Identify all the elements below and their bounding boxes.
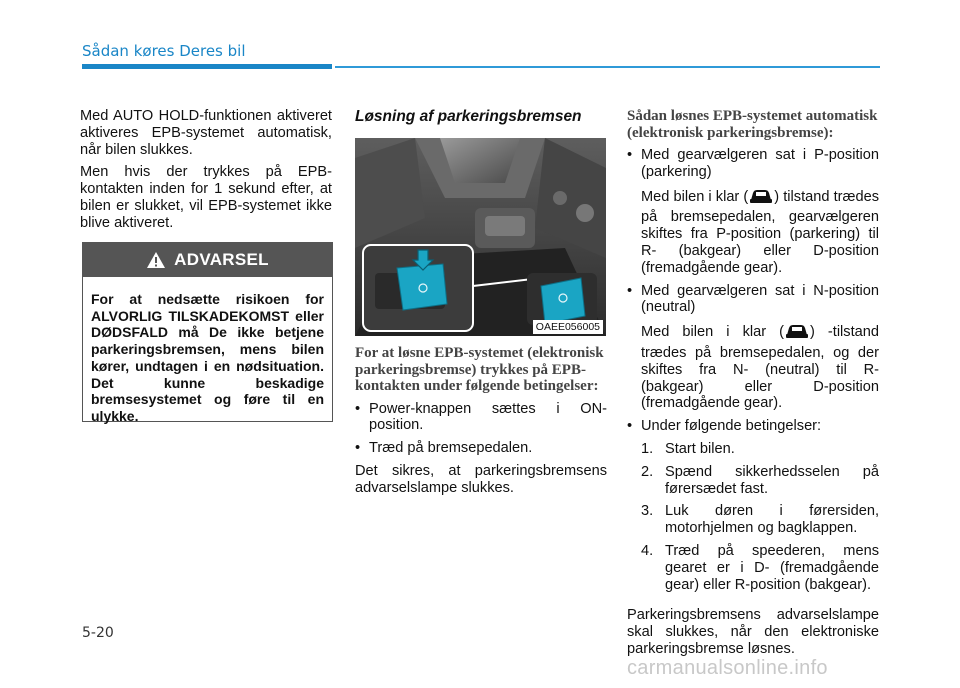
epb-switch-photo [355, 138, 606, 336]
warning-header [83, 243, 332, 277]
paragraph-auto-hold: Med AUTO HOLD-funktionen aktiveret aktiveres EPB-systemet automatisk, når bilen slukkes. [80, 108, 332, 158]
list-item: • Træd på bremsepedalen. [355, 440, 533, 457]
column-middle-lower [355, 345, 607, 502]
paragraph-epb-switch: Men hvis der trykkes på EPB-kontakten inden for 1 sekund efter, at bilen er slukket, vil EPB-systemet ikke blive aktiveret. [80, 164, 332, 231]
list-item: • Power-knappen sættes i ON-position. [355, 400, 607, 434]
ready-car-icon [784, 322, 810, 345]
warning-text: For at nedsætte risikoen for ALVORLIG TILSKADEKOMST eller DØDSFALD må De ikke betjene parkeringsbremsen, mens bilen kører, undtagen i en nødsituation. Det kunne beskadige bremsesystemet og føre til en ulykke. [91, 291, 324, 424]
epb-release-subhead: For at løsne EPB-systemet (elektronisk parkeringsbremse) trykkes på EPB-kontakten under følgende betingelser: [355, 345, 604, 394]
column-right [627, 108, 879, 664]
list-item-detail: Med bilen i klar ( ) -tilstand trædes på bremsepedalen, og der skiftes fra N- (neutral) til R- (bakgear) eller D-position (fremadgående gear). [641, 324, 879, 412]
paragraph-warning-lamp: Det sikres, at parkeringsbremsens advarselslampe slukkes. [355, 462, 607, 496]
watermark: carmanualsonline.info [627, 657, 828, 679]
list-item-detail: Med bilen i klar ( ) tilstand trædes på bremsepedalen, gearvælgeren skiftes fra P-position (parkering) til R- (bakgear) eller D-position (fremadgående gear). [641, 188, 879, 276]
list-item: • Under følgende betingelser: [627, 418, 822, 435]
numbered-step: 4. Træd på speederen, mens gearet er i D- (fremadgående gear) eller R-position (bakgear). [641, 542, 879, 593]
warning-triangle-icon [146, 251, 166, 269]
console-illustration [355, 138, 606, 336]
auto-release-subhead: Sådan løsnes EPB-systemet automatisk (elektronisk parkeringsbremse): [627, 108, 878, 141]
warning-box [82, 242, 333, 422]
list-item: • Med gearvælgeren sat i N-position (neutral) [627, 282, 879, 316]
numbered-step: 3. Luk døren i førersiden, motorhjelmen og bagklappen. [641, 503, 879, 537]
ready-car-icon [748, 187, 774, 210]
header-rule-light [335, 66, 880, 68]
column-middle [355, 108, 607, 136]
numbered-step: 2. Spænd sikkerhedsselen på førersædet fast. [641, 463, 879, 497]
column-left [80, 108, 332, 238]
paragraph-final: Parkeringsbremsens advarselslampe skal slukkes, når den elektroniske parkeringsbremse løsnes. [627, 607, 879, 657]
section-title: Løsning af parkeringsbremsen [355, 108, 582, 125]
numbered-step: 1. Start bilen. [641, 440, 735, 457]
running-header: Sådan køres Deres bil [82, 42, 246, 60]
header-rule-dark [82, 64, 332, 69]
photo-code: OAEE056005 [533, 320, 603, 334]
warning-label: ADVARSEL [174, 250, 269, 269]
page-number: 5-20 [82, 625, 114, 641]
list-item: • Med gearvælgeren sat i P-position (parkering) [627, 147, 879, 180]
